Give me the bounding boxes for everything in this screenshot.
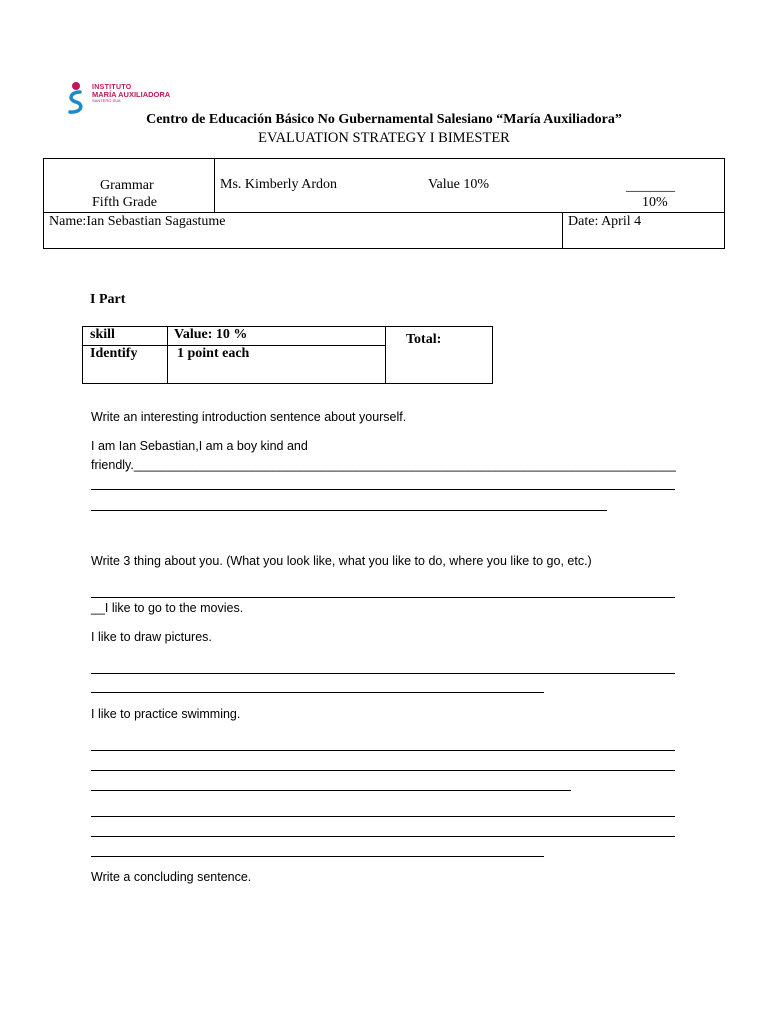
answer-line [91, 816, 675, 817]
total-label: Total: [406, 332, 442, 347]
school-name: Centro de Educación Básico No Gubernamental Salesiano “María Auxiliadora” [146, 112, 622, 127]
answer-2-item-3: I like to practice swimming. [91, 707, 241, 721]
grade: Fifth Grade [92, 195, 157, 210]
points-value: 1 point each [177, 346, 250, 361]
teacher: Ms. Kimberly Ardon [220, 177, 338, 192]
score-blank: _______ [626, 179, 675, 194]
logo-line-3: SANTERO SUA [92, 98, 121, 104]
skill-header: skill [90, 327, 115, 342]
answer-line [91, 750, 675, 751]
logo-line-2: MARÍA AUXILIADORA [92, 90, 171, 100]
answer-line [91, 692, 544, 693]
value-header: Value: 10 % [174, 327, 248, 342]
subject: Grammar [100, 178, 154, 193]
question-2: Write 3 thing about you. (What you look like, what you like to do, where you like to go, etc.) [91, 554, 592, 568]
date-cell [563, 213, 725, 249]
part-title: I Part [90, 292, 126, 307]
student-name: Name:Ian Sebastian Sagastume [49, 214, 226, 229]
value-label: Value 10% [428, 177, 490, 192]
answer-2-item-1: __I like to go to the movies. [91, 601, 244, 615]
question-1: Write an interesting introduction sentence about yourself. [91, 410, 407, 424]
teacher-value-cell [215, 159, 725, 213]
info-table [43, 158, 725, 249]
logo-line-1: INSTITUTO [92, 84, 132, 91]
skill-table [82, 326, 493, 384]
subject-cell [44, 159, 215, 213]
score-total: 10% [642, 195, 668, 210]
answer-2-item-2: I like to draw pictures. [91, 630, 212, 644]
answer-1-line-1: I am Ian Sebastian,I am a boy kind and [91, 439, 308, 453]
answer-line [91, 836, 675, 837]
question-3: Write a concluding sentence. [91, 870, 252, 884]
answer-line [91, 597, 675, 598]
skill-value: Identify [90, 346, 138, 361]
answer-line [91, 510, 607, 511]
answer-line [91, 790, 571, 791]
document-title: EVALUATION STRATEGY I BIMESTER [258, 130, 510, 146]
answer-1-line-2: friendly.______________________________________________________________________________ [91, 458, 676, 472]
answer-line [91, 770, 675, 771]
answer-line [91, 673, 675, 674]
name-cell [44, 213, 563, 249]
answer-line [91, 856, 544, 857]
date: Date: April 4 [568, 214, 642, 229]
answer-line [91, 489, 675, 490]
